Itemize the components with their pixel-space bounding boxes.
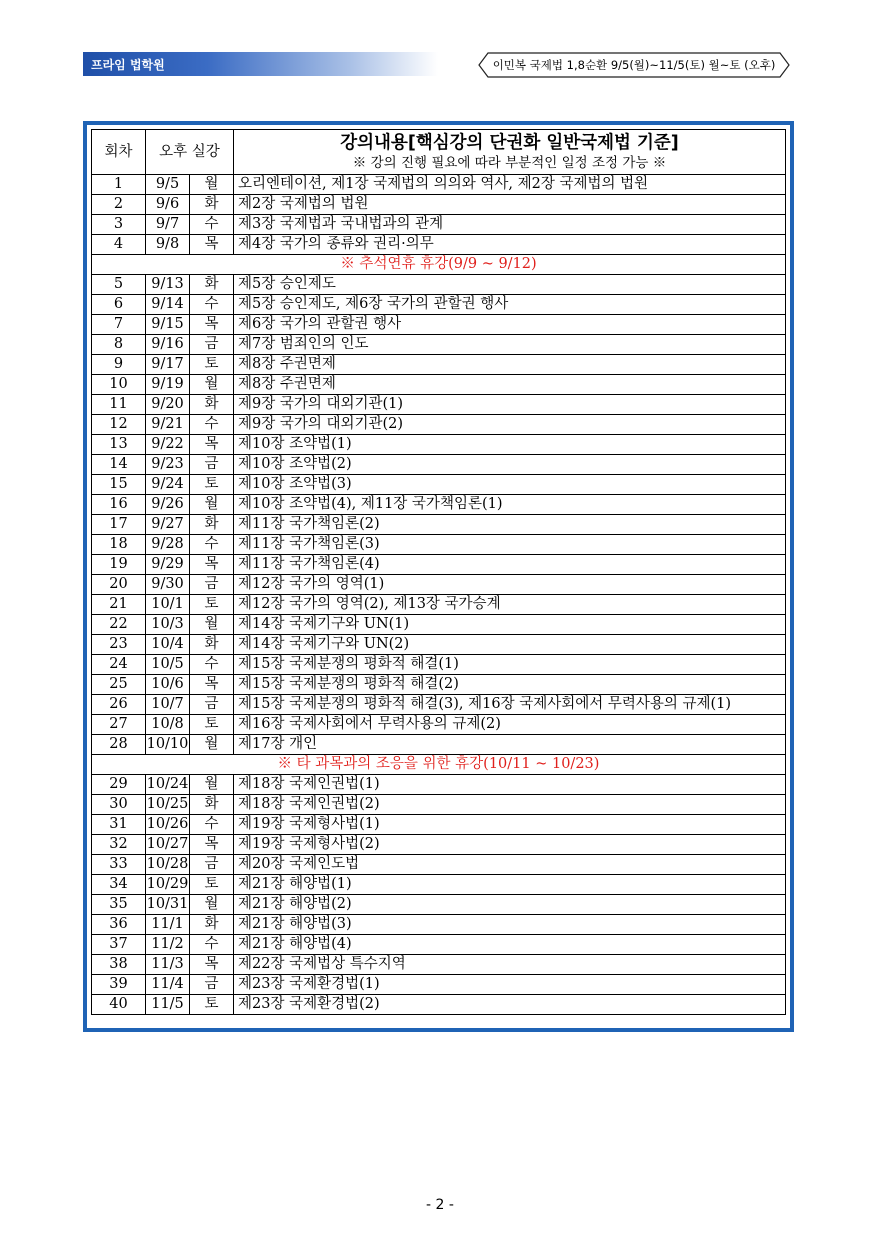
session-weekday: 토 (190, 995, 234, 1015)
session-number: 14 (92, 455, 146, 475)
session-content: 제14장 국제기구와 UN(1) (234, 615, 786, 635)
session-weekday: 화 (190, 515, 234, 535)
table-row (92, 595, 786, 615)
session-content: 제21장 해양법(3) (234, 915, 786, 935)
session-weekday: 수 (190, 655, 234, 675)
session-weekday: 금 (190, 335, 234, 355)
header-brand-text: 프라임 법학원 (91, 58, 165, 72)
session-number: 5 (92, 275, 146, 295)
session-date: 9/7 (146, 215, 190, 235)
session-weekday: 화 (190, 275, 234, 295)
session-date: 10/7 (146, 695, 190, 715)
session-weekday: 화 (190, 195, 234, 215)
session-date: 9/26 (146, 495, 190, 515)
session-date: 9/16 (146, 335, 190, 355)
session-weekday: 월 (190, 775, 234, 795)
session-weekday: 토 (190, 595, 234, 615)
session-content: 제15장 국제분쟁의 평화적 해결(2) (234, 675, 786, 695)
table-row (92, 415, 786, 435)
session-number: 8 (92, 335, 146, 355)
session-content: 제10장 조약법(1) (234, 435, 786, 455)
session-number: 24 (92, 655, 146, 675)
table-row (92, 435, 786, 455)
session-number: 39 (92, 975, 146, 995)
session-date: 10/10 (146, 735, 190, 755)
break-row (92, 755, 786, 775)
table-row (92, 875, 786, 895)
session-number: 1 (92, 175, 146, 195)
break-note: ※ 타 과목과의 조응을 위한 휴강(10/11 ~ 10/23) (92, 755, 786, 775)
table-row (92, 715, 786, 735)
session-number: 40 (92, 995, 146, 1015)
session-date: 9/13 (146, 275, 190, 295)
session-content: 제19장 국제형사법(2) (234, 835, 786, 855)
session-content: 제9장 국가의 대외기관(2) (234, 415, 786, 435)
session-weekday: 목 (190, 435, 234, 455)
table-row (92, 395, 786, 415)
session-content: 제8장 주권면제 (234, 375, 786, 395)
session-content: 제3장 국제법과 국내법과의 관계 (234, 215, 786, 235)
session-number: 35 (92, 895, 146, 915)
session-date: 10/6 (146, 675, 190, 695)
session-date: 9/27 (146, 515, 190, 535)
session-weekday: 수 (190, 815, 234, 835)
session-number: 28 (92, 735, 146, 755)
table-row (92, 495, 786, 515)
session-content: 제18장 국제인권법(1) (234, 775, 786, 795)
session-number: 7 (92, 315, 146, 335)
session-date: 10/29 (146, 875, 190, 895)
table-row (92, 275, 786, 295)
table-row (92, 175, 786, 195)
session-date: 10/27 (146, 835, 190, 855)
table-row (92, 355, 786, 375)
session-weekday: 토 (190, 355, 234, 375)
session-weekday: 목 (190, 235, 234, 255)
table-row (92, 635, 786, 655)
session-date: 10/24 (146, 775, 190, 795)
session-date: 9/14 (146, 295, 190, 315)
session-date: 10/26 (146, 815, 190, 835)
session-content: 제8장 주권면제 (234, 355, 786, 375)
table-row (92, 935, 786, 955)
session-date: 10/3 (146, 615, 190, 635)
session-content: 제2장 국제법의 법원 (234, 195, 786, 215)
table-header-row (92, 130, 786, 175)
session-content: 제22장 국제법상 특수지역 (234, 955, 786, 975)
break-row (92, 255, 786, 275)
session-content: 제21장 해양법(2) (234, 895, 786, 915)
session-number: 18 (92, 535, 146, 555)
session-date: 11/1 (146, 915, 190, 935)
session-content: 제5장 승인제도 (234, 275, 786, 295)
session-number: 11 (92, 395, 146, 415)
col-header-no: 회차 (92, 130, 146, 175)
session-date: 10/31 (146, 895, 190, 915)
session-date: 9/30 (146, 575, 190, 595)
session-weekday: 화 (190, 795, 234, 815)
session-number: 29 (92, 775, 146, 795)
session-number: 3 (92, 215, 146, 235)
schedule-body (92, 175, 786, 1015)
session-number: 16 (92, 495, 146, 515)
session-content: 제17장 개인 (234, 735, 786, 755)
table-row (92, 775, 786, 795)
session-number: 30 (92, 795, 146, 815)
table-row (92, 235, 786, 255)
session-content: 제15장 국제분쟁의 평화적 해결(3), 제16장 국제사회에서 무력사용의 규제(1) (234, 695, 786, 715)
session-number: 6 (92, 295, 146, 315)
session-date: 11/4 (146, 975, 190, 995)
table-row (92, 735, 786, 755)
session-content: 제10장 조약법(3) (234, 475, 786, 495)
table-row (92, 695, 786, 715)
session-date: 10/28 (146, 855, 190, 875)
session-content: 제21장 해양법(1) (234, 875, 786, 895)
table-note: ※ 강의 진행 필요에 따라 부분적인 일정 조정 가능 ※ (352, 155, 667, 171)
session-date: 9/24 (146, 475, 190, 495)
session-date: 9/19 (146, 375, 190, 395)
session-number: 4 (92, 235, 146, 255)
table-row (92, 855, 786, 875)
session-content: 제6장 국가의 관할권 행사 (234, 315, 786, 335)
page-number: - 2 - (426, 1197, 454, 1213)
session-weekday: 토 (190, 715, 234, 735)
session-number: 23 (92, 635, 146, 655)
table-row (92, 675, 786, 695)
session-content: 제7장 범죄인의 인도 (234, 335, 786, 355)
session-content: 제19장 국제형사법(1) (234, 815, 786, 835)
session-number: 2 (92, 195, 146, 215)
session-content: 제16장 국제사회에서 무력사용의 규제(2) (234, 715, 786, 735)
session-date: 9/22 (146, 435, 190, 455)
session-date: 10/4 (146, 635, 190, 655)
session-weekday: 월 (190, 175, 234, 195)
session-date: 9/28 (146, 535, 190, 555)
session-weekday: 수 (190, 535, 234, 555)
session-weekday: 목 (190, 555, 234, 575)
session-weekday: 월 (190, 615, 234, 635)
session-number: 37 (92, 935, 146, 955)
session-content: 제10장 조약법(2) (234, 455, 786, 475)
session-number: 21 (92, 595, 146, 615)
table-row (92, 295, 786, 315)
table-row (92, 615, 786, 635)
session-number: 19 (92, 555, 146, 575)
session-weekday: 금 (190, 855, 234, 875)
session-weekday: 수 (190, 215, 234, 235)
session-number: 27 (92, 715, 146, 735)
session-weekday: 목 (190, 955, 234, 975)
session-number: 33 (92, 855, 146, 875)
break-note: ※ 추석연휴 휴강(9/9 ~ 9/12) (92, 255, 786, 275)
table-row (92, 475, 786, 495)
session-content: 제4장 국가의 종류와 권리·의무 (234, 235, 786, 255)
table-row (92, 575, 786, 595)
table-row (92, 795, 786, 815)
table-row (92, 555, 786, 575)
session-date: 9/15 (146, 315, 190, 335)
session-number: 26 (92, 695, 146, 715)
session-content: 제11장 국가책임론(2) (234, 515, 786, 535)
session-date: 10/8 (146, 715, 190, 735)
session-date: 9/8 (146, 235, 190, 255)
session-weekday: 금 (190, 975, 234, 995)
session-date: 11/3 (146, 955, 190, 975)
session-content: 제11장 국가책임론(4) (234, 555, 786, 575)
table-row (92, 955, 786, 975)
session-weekday: 화 (190, 915, 234, 935)
session-content: 제23장 국제환경법(1) (234, 975, 786, 995)
table-row (92, 375, 786, 395)
session-weekday: 화 (190, 395, 234, 415)
session-date: 10/1 (146, 595, 190, 615)
session-number: 10 (92, 375, 146, 395)
session-content: 제18장 국제인권법(2) (234, 795, 786, 815)
col-header-date: 오후 실강 (146, 130, 234, 175)
session-number: 31 (92, 815, 146, 835)
session-weekday: 월 (190, 895, 234, 915)
session-number: 13 (92, 435, 146, 455)
session-number: 12 (92, 415, 146, 435)
header-course-text: 이민복 국제법 1,8순환 9/5(월)~11/5(토) 월~토 (오후) (492, 58, 776, 72)
session-content: 제11장 국가책임론(3) (234, 535, 786, 555)
header-brand-band (83, 52, 438, 76)
session-number: 15 (92, 475, 146, 495)
table-row (92, 535, 786, 555)
table-row (92, 895, 786, 915)
table-row (92, 835, 786, 855)
table-row (92, 455, 786, 475)
session-date: 9/6 (146, 195, 190, 215)
table-row (92, 655, 786, 675)
session-content: 제20장 국제인도법 (234, 855, 786, 875)
session-content: 제12장 국가의 영역(1) (234, 575, 786, 595)
schedule-frame (83, 121, 794, 1032)
session-weekday: 월 (190, 375, 234, 395)
session-date: 9/20 (146, 395, 190, 415)
session-content: 제14장 국제기구와 UN(2) (234, 635, 786, 655)
session-weekday: 수 (190, 935, 234, 955)
session-weekday: 토 (190, 475, 234, 495)
table-row (92, 515, 786, 535)
session-date: 11/5 (146, 995, 190, 1015)
session-weekday: 금 (190, 455, 234, 475)
session-date: 9/23 (146, 455, 190, 475)
session-content: 제12장 국가의 영역(2), 제13장 국가승계 (234, 595, 786, 615)
table-row (92, 335, 786, 355)
table-row (92, 215, 786, 235)
session-date: 10/25 (146, 795, 190, 815)
header-course-tag (478, 52, 790, 78)
session-weekday: 금 (190, 575, 234, 595)
session-number: 9 (92, 355, 146, 375)
session-number: 36 (92, 915, 146, 935)
table-row (92, 995, 786, 1015)
session-number: 25 (92, 675, 146, 695)
session-date: 9/5 (146, 175, 190, 195)
session-content: 제23장 국제환경법(2) (234, 995, 786, 1015)
session-weekday: 목 (190, 835, 234, 855)
session-date: 11/2 (146, 935, 190, 955)
col-header-content (234, 130, 786, 175)
session-weekday: 목 (190, 315, 234, 335)
table-row (92, 975, 786, 995)
table-row (92, 915, 786, 935)
session-weekday: 금 (190, 695, 234, 715)
session-number: 22 (92, 615, 146, 635)
session-weekday: 수 (190, 295, 234, 315)
session-weekday: 수 (190, 415, 234, 435)
table-title: 강의내용[핵심강의 단권화 일반국제법 기준] (340, 133, 679, 153)
session-date: 9/29 (146, 555, 190, 575)
session-weekday: 토 (190, 875, 234, 895)
session-number: 38 (92, 955, 146, 975)
session-content: 제21장 해양법(4) (234, 935, 786, 955)
table-row (92, 815, 786, 835)
session-date: 9/17 (146, 355, 190, 375)
session-weekday: 월 (190, 735, 234, 755)
session-number: 20 (92, 575, 146, 595)
session-weekday: 목 (190, 675, 234, 695)
session-content: 제5장 승인제도, 제6장 국가의 관할권 행사 (234, 295, 786, 315)
session-content: 제10장 조약법(4), 제11장 국가책임론(1) (234, 495, 786, 515)
session-weekday: 월 (190, 495, 234, 515)
session-weekday: 화 (190, 635, 234, 655)
session-date: 9/21 (146, 415, 190, 435)
session-date: 10/5 (146, 655, 190, 675)
session-number: 17 (92, 515, 146, 535)
schedule-table (91, 129, 786, 1015)
session-content: 제9장 국가의 대외기관(1) (234, 395, 786, 415)
table-row (92, 195, 786, 215)
session-number: 34 (92, 875, 146, 895)
session-content: 제15장 국제분쟁의 평화적 해결(1) (234, 655, 786, 675)
session-number: 32 (92, 835, 146, 855)
session-content: 오리엔테이션, 제1장 국제법의 의의와 역사, 제2장 국제법의 법원 (234, 175, 786, 195)
table-row (92, 315, 786, 335)
